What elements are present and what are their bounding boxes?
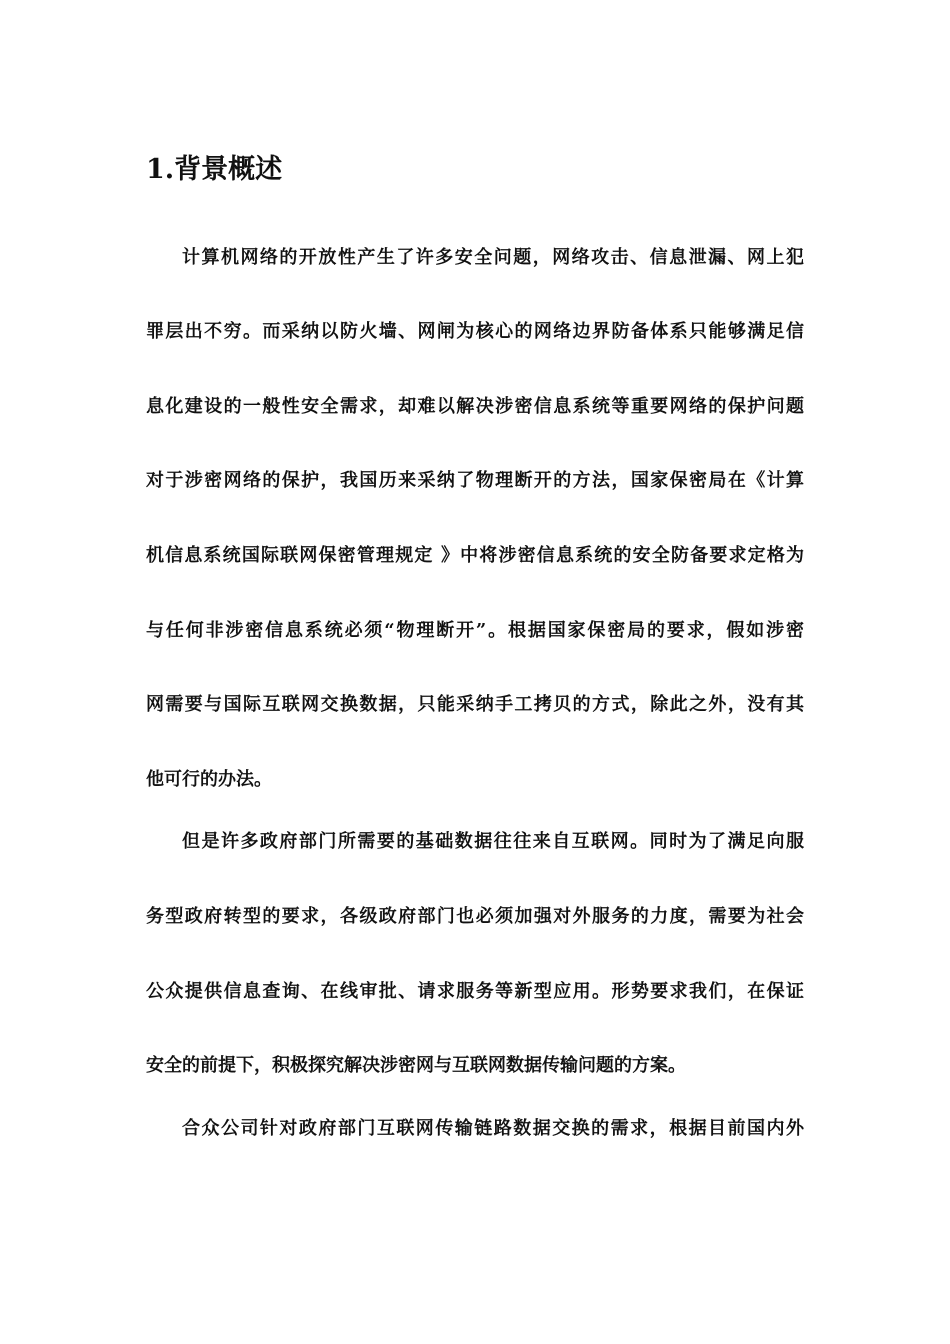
paragraph-line: 机信息系统国际联网保密管理规定 》中将涉密信息系统的安全防备要求定格为 [146, 545, 804, 566]
paragraph-line: 但是许多政府部门所需要的基础数据往往来自互联网。同时为了满足向服 [182, 831, 804, 852]
paragraph-line: 合众公司针对政府部门互联网传输链路数据交换的需求，根据目前国内外 [182, 1118, 804, 1139]
paragraph-line: 务型政府转型的要求，各级政府部门也必须加强对外服务的力度，需要为社会 [146, 906, 804, 927]
paragraph-line: 公众提供信息查询、在线审批、请求服务等新型应用。形势要求我们，在保证 [146, 981, 804, 1002]
paragraph-line: 罪层出不穷。而采纳以防火墙、网闸为核心的网络边界防备体系只能够满足信 [146, 321, 804, 342]
paragraph-line: 对于涉密网络的保护，我国历来采纳了物理断开的方法，国家保密局在《计算 [146, 470, 804, 491]
paragraph-line: 与任何非涉密信息系统必须“物理断开”。根据国家保密局的要求，假如涉密 [146, 620, 804, 641]
paragraph-line: 安全的前提下，积极探究解决涉密网与互联网数据传输问题的方案。 [146, 1055, 686, 1076]
paragraph-line: 计算机网络的开放性产生了许多安全问题，网络攻击、信息泄漏、网上犯 [182, 247, 804, 268]
section-heading: 1.背景概述 [146, 154, 283, 185]
paragraph-line: 他可行的办法。 [146, 769, 272, 790]
paragraph-line: 网需要与国际互联网交换数据，只能采纳手工拷贝的方式，除此之外，没有其 [146, 694, 804, 715]
paragraph-line: 息化建设的一般性安全需求，却难以解决涉密信息系统等重要网络的保护问题 [146, 396, 804, 417]
